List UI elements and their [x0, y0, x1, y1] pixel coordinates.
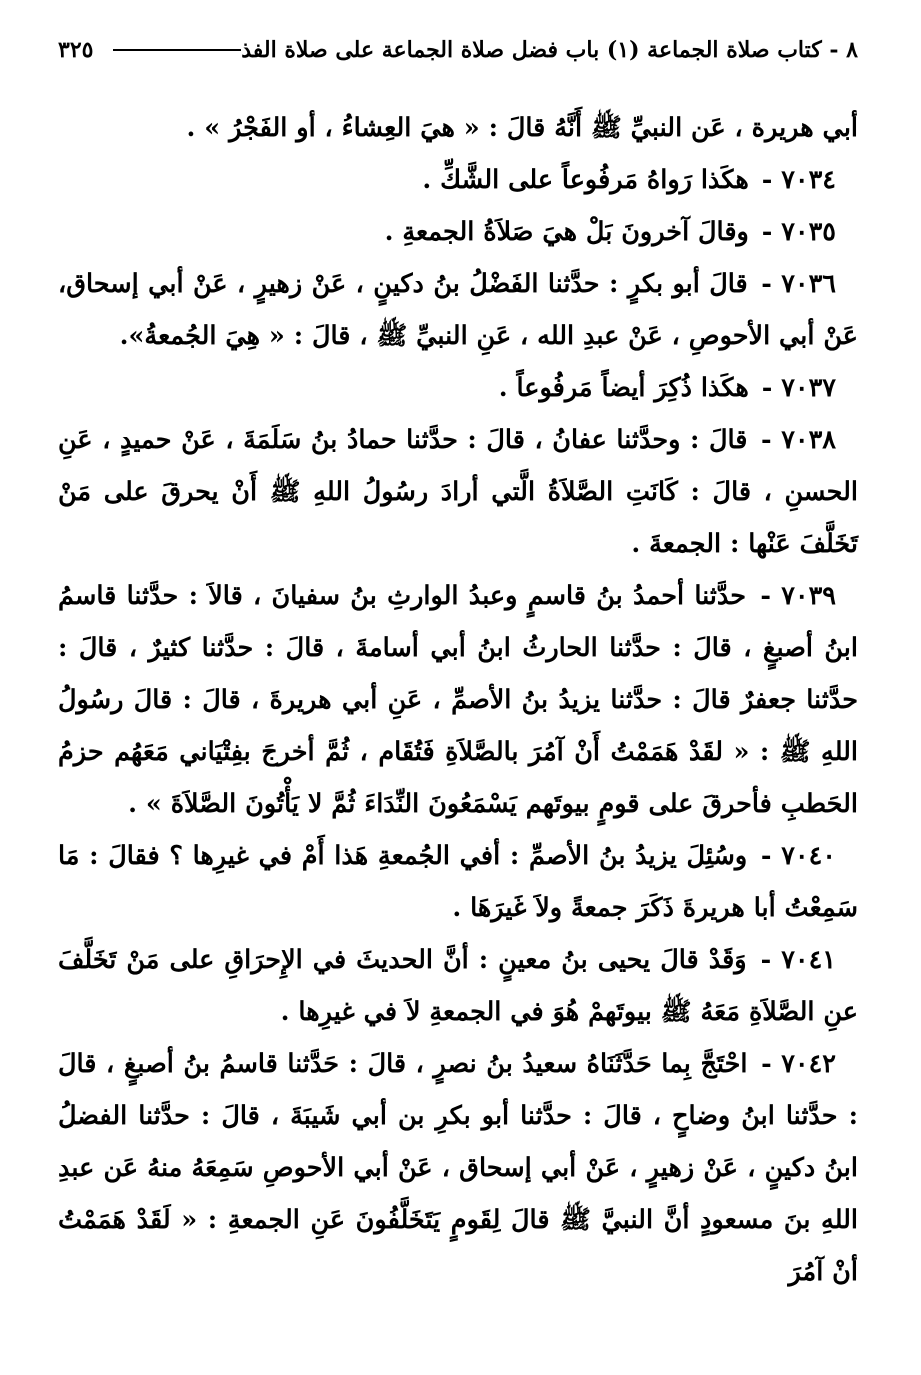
paragraph — [58, 1038, 858, 1298]
paragraph — [58, 830, 858, 934]
paragraph-text: وقالَ آخرونَ بَلْ هيَ صَلاَةُ الجمعةِ . — [384, 217, 749, 247]
paragraph-text: وسُئِلَ يزيدُ بنُ الأصمِّ : أفي الجُمعةِ هَذا أَمْ في غيرِها ؟ فقالَ : مَا سَمِعْتُ أبا هريرةَ ذَكَرَ جمعةً ولاَ غَيرَهَا . — [58, 841, 858, 923]
book-page — [58, 30, 858, 1350]
hadith-number: ٧٠٤٢ - — [761, 1049, 837, 1079]
paragraph — [58, 258, 858, 362]
paragraph — [58, 362, 858, 414]
paragraph — [58, 934, 858, 1038]
hadith-number: ٧٠٣٧ - — [761, 373, 836, 403]
chapter-title: ٨ - كتاب صلاة الجماعة (١) باب فضل صلاة الجماعة على صلاة الفذ — [241, 37, 858, 63]
paragraph — [58, 102, 858, 154]
running-header — [58, 30, 858, 70]
paragraph — [58, 154, 858, 206]
hadith-number: ٧٠٣٨ - — [761, 425, 836, 455]
paragraph-text: أبي هريرة ، عَن النبيِّ ﷺ أَنَّهُ قالَ : « هيَ العِشاءُ ، أو الفَجْرُ » . — [186, 113, 858, 143]
hadith-number: ٧٠٣٦ - — [761, 269, 836, 299]
hadith-number: ٧٠٣٥ - — [761, 217, 836, 247]
paragraph-text: هكَذا رَواهُ مَرفُوعاً على الشَّكِّ . — [422, 165, 749, 195]
paragraph-text: احْتَجَّ بِما حَدَّثَنَاهُ سعيدُ بنُ نصرٍ ، قالَ : حَدَّثنا قاسمُ بنُ أصبغٍ ، قالَ : حدَّثنا ابنُ وضاحٍ ، قالَ : حدَّثنا أبو بكرِ بن أبي شَيبَةَ ، قالَ : حدَّثنا الفضلُ ابنُ دكينٍ ، عَنْ زهيرٍ ، عَنْ أبي إسحاق ، عَنْ أبي الأحوصِ سَمِعَهُ منهُ عَن عبدِ اللهِ بنَ مسعودٍ أنَّ النبيَّ ﷺ قالَ لِقَومٍ يَتَخَلَّفُونَ عَنِ الجمعةِ : « لَقَدْ هَمَمْتُ أنْ آمُرَ — [58, 1049, 858, 1287]
hadith-number: ٧٠٣٩ - — [760, 581, 836, 611]
hadith-number: ٧٠٣٤ - — [761, 165, 836, 195]
hadith-number: ٧٠٤٠ - — [760, 841, 836, 871]
paragraph-text: وَقَدْ قالَ يحيى بنُ معينٍ : أنَّ الحديثَ في الإِحرَاقِ على مَنْ تَخَلَّفَ عنِ الصَّلاَةِ مَعَهُ ﷺ بيوتَهمْ هُوَ في الجمعةِ لاَ في غيرِها . — [58, 945, 858, 1027]
header-rule — [113, 49, 241, 51]
paragraph-text: قالَ : وحدَّثنا عفانُ ، قالَ : حدَّثنا حمادُ بنُ سَلَمَةَ ، عَنْ حميدٍ ، عَنِ الحسنِ ، قالَ : كَانَتِ الصَّلاَةُ الَّتي أرادَ رسُولُ اللهِ ﷺ أَنْ يحرقَ على مَنْ تَخَلَّفَ عَنْها : الجمعةَ . — [58, 425, 858, 559]
paragraph-text: هكَذا ذُكِرَ أيضاً مَرفُوعاً . — [498, 373, 749, 403]
hadith-number: ٧٠٤١ - — [760, 945, 836, 975]
paragraph — [58, 206, 858, 258]
page-number: ٣٢٥ — [58, 37, 94, 63]
paragraph — [58, 570, 858, 830]
body-text — [58, 102, 858, 1298]
paragraph — [58, 414, 858, 570]
paragraph-text: حدَّثنا أحمدُ بنُ قاسمٍ وعبدُ الوارثِ بنُ سفيانَ ، قالاَ : حدَّثنا قاسمُ ابنُ أصبغٍ ، قالَ : حدَّثنا الحارثُ ابنُ أبي أسامةَ ، قالَ : حدَّثنا كثيرٌ ، قالَ : حدَّثنا جعفرٌ قالَ : حدَّثنا يزيدُ بنُ الأصمِّ ، عَنِ أبي هريرةَ ، قالَ : قالَ رسُولُ اللهِ ﷺ : « لقَدْ هَمَمْتُ أَنْ آمُرَ بالصَّلاَةِ فَتُقَام ، ثُمَّ أخرجَ بفِتْيَاني مَعَهُم حزمُ الحَطبِ فأحرقَ على قومٍ بيوتَهم يَسْمَعُونَ النِّدَاءَ ثُمَّ لا يَأْتُونَ الصَّلاَةَ » . — [58, 581, 858, 819]
paragraph-text: قالَ أبو بكرٍ : حدَّثنا الفَضْلُ بنُ دكينٍ ، عَنْ زهيرٍ ، عَنْ أبي إسحاق، عَنْ أبي الأحوصِ ، عَنْ عبدِ الله ، عَنِ النبيِّ ﷺ ، قالَ : « هِيَ الجُمعةُ». — [58, 269, 858, 351]
